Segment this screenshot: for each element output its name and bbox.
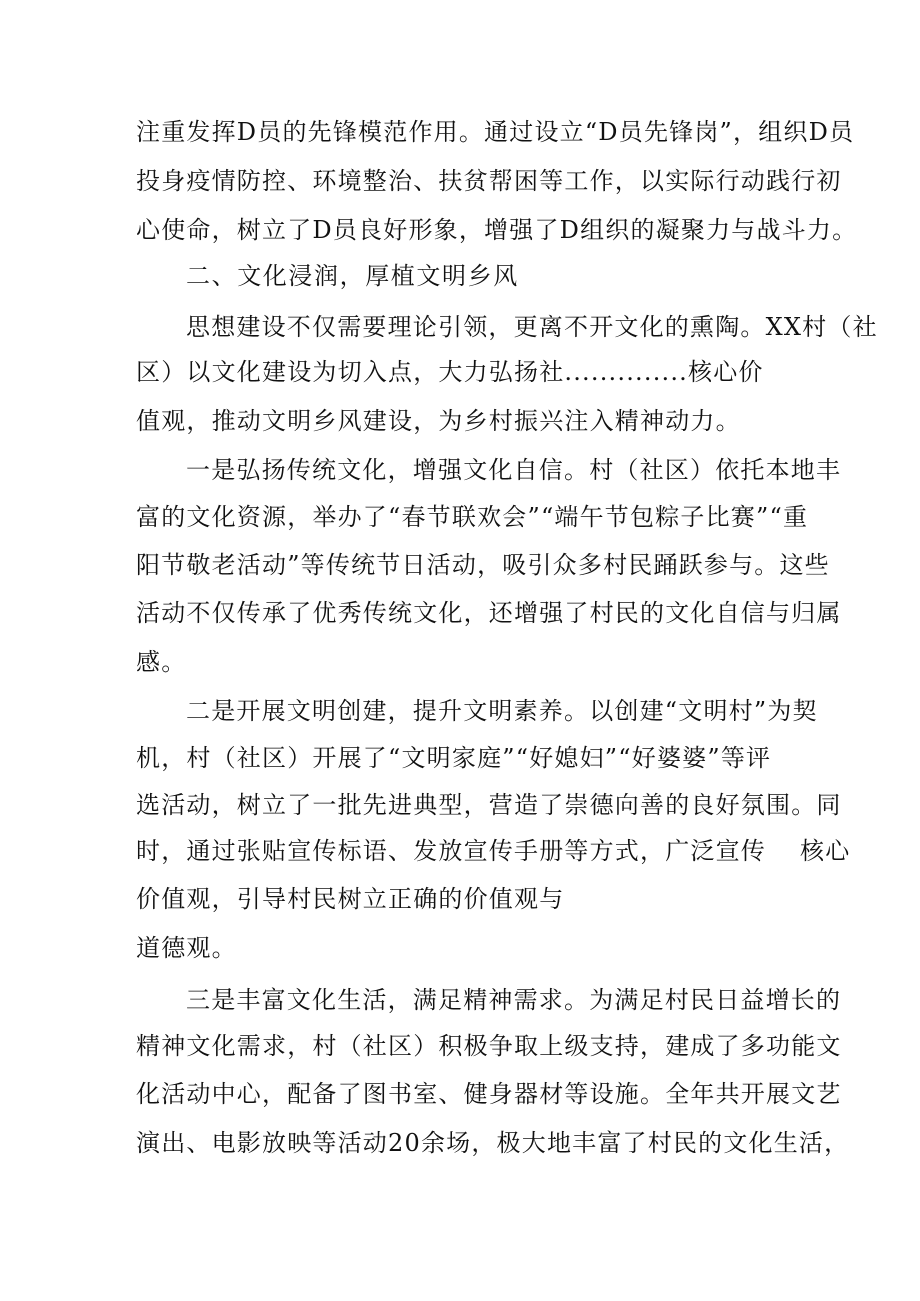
text-line: 区）以文化建设为切入点，大力弘扬社..............核心价: [136, 358, 764, 386]
text-line: 投身疫情防控、环境整治、扶贫帮困等工作，以实际行动践行初: [136, 167, 842, 195]
text-line: 二是开展文明创建，提升文明素养。以创建“文明村”为契: [186, 697, 818, 725]
text-line: 思想建设不仅需要理论引领，更离不开文化的熏陶。XX村（社: [186, 313, 878, 341]
text-line: 机，村（社区）开展了“文明家庭”“好媳妇”“好婆婆”等评: [136, 744, 772, 772]
text-line: 时，通过张贴宣传标语、发放宣传手册等方式，广泛宣传 核心: [136, 837, 851, 865]
text-line: 注重发挥D员的先锋模范作用。通过设立“D员先锋岗”，组织D员: [136, 118, 855, 146]
section-heading: 二、文化浸润，厚植文明乡风: [186, 262, 519, 290]
text-line: 活动不仅传承了优秀传统文化，还增强了村民的文化自信与归属: [136, 599, 842, 627]
text-line: 三是丰富文化生活，满足精神需求。为满足村民日益增长的: [186, 986, 842, 1014]
text-line: 道德观。: [136, 934, 237, 962]
text-line: 演出、电影放映等活动20余场，极大地丰富了村民的文化生活，: [136, 1129, 850, 1157]
text-line: 选活动，树立了一批先进典型，营造了崇德向善的良好氛围。同: [136, 791, 842, 819]
text-line: 值观，推动文明乡风建设，为乡村振兴注入精神动力。: [136, 407, 741, 435]
text-line: 价值观，引导村民树立正确的价值观与: [136, 885, 565, 913]
text-line: 心使命，树立了D员良好形象，增强了D组织的凝聚力与战斗力。: [136, 216, 858, 244]
text-line: 感。: [136, 648, 187, 676]
text-line: 化活动中心，配备了图书室、健身器材等设施。全年共开展文艺: [136, 1080, 842, 1108]
text-line: 富的文化资源，举办了“春节联欢会”“端午节包粽子比赛”“重: [136, 503, 809, 531]
text-line: 精神文化需求，村（社区）积极争取上级支持，建成了多功能文: [136, 1032, 842, 1060]
text-line: 一是弘扬传统文化，增强文化自信。村（社区）依托本地丰: [186, 456, 842, 484]
text-line: 阳节敬老活动”等传统节日活动，吸引众多村民踊跃参与。这些: [136, 551, 830, 579]
